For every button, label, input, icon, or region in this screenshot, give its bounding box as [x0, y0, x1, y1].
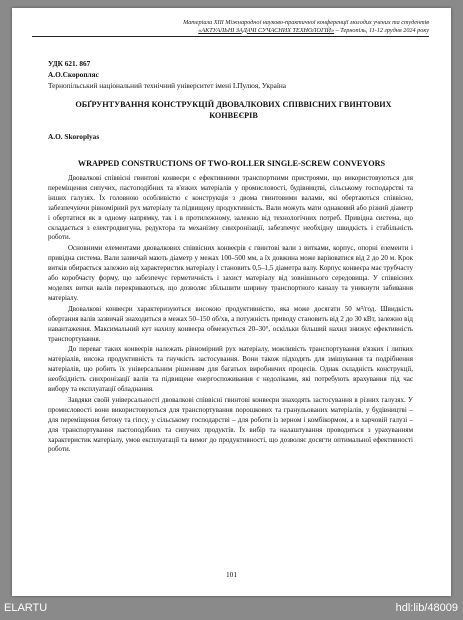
author-en: A.O. Skoroplyas — [48, 132, 100, 141]
paragraph: Двовалкові конвеєри характеризуються високою продуктивністю, яка може досягати 50 м³/год. Швидкість обертання валів зазвичай знаходиться в межах 50–150 об/хв, а потужність приводу становить від 2 до 30 кВт, залежно від навантаження. Максимальний кут нахилу конвеєра обмежується 20–30°, оскільки більший нахил знижує ефективність транспортування. — [48, 304, 413, 343]
paragraph: Двовалкові співвісні гвинтові конвеєри є ефективними транспортними пристроями, що використовуються для переміщення сипучих, пастоподібних та в'язких матеріалів у промисловості, будівництві, сільському господарстві та інших галузях. Їх головною особливістю є конструкція з двома гвинтовими валами, які обертаються співвісно, забезпечуючи рівномірний рух матеріалу та підвищену продуктивність. Вали можуть мати однаковий або різний діаметр і обертатися як в одному напрямку, так і в протилежному, залежно від технологічних потреб. Привідна система, що складається з електродвигуна, редуктора та механізму синхронізації, забезпечує необхідну швидкість і стабільність роботи. — [48, 174, 413, 242]
conference-header — [32, 19, 429, 37]
document-page — [12, 8, 451, 596]
udc-code: УДК 621. 867 — [48, 59, 91, 68]
conference-line-2 — [32, 27, 429, 35]
affiliation: Тернопільський національний технічний університет імені І.Пулюя, Україна — [48, 81, 286, 90]
paragraph: До переваг таких конвеєрів належать рівномірний рух матеріалу, можливість транспортування в'язких і липких матеріалів, висока продуктивність та гнучкість застосування. Вони також підходять для змішування та подрібнення матеріалів, що робить їх універсальним рішенням для багатьох виробничих процесів. Однак складність конструкції, необхідність синхронізації валів та підвищене енергоспоживання є недоліками, які потребують врахування під час вибору та експлуатації обладнання. — [48, 345, 413, 394]
article-body — [48, 174, 413, 456]
viewer-footer — [0, 598, 463, 620]
paragraph: Основними елементами двовалкових співвісних конвеєрів є гвинтові вали з витками, корпус, опорні елементи і привідна система. Вали зазвичай мають діаметр у межах 100–500 мм, а їх довжина може варіюватися від 2 до 20 м. Крок витків обирається залежно від характеристик матеріалу і становить 0,5–1,5 діаметра валу. Корпус конвеєра має трубчасту або коробчасту форму, що забезпечує герметичність і захист матеріалу від зовнішнього середовища. У співвісних моделях витки валів перекриваються, що дозволяє збільшити ширину транспортного каналу та уникнути забивання матеріалу. — [48, 244, 413, 302]
paragraph: Завдяки своїй універсальності двовалкові співвісні гвинтові конвеєри знаходять застосування в різних галузях. У промисловості вони використовуються для транспортування порошкових та гранульованих матеріалів, у будівництві – для переміщення бетону та гіпсу, у сільському господарстві – для роботи із зерном і комбікормом, а в харчовій галузі – для транспортування пастоподібних та сипучих продуктів. Їх вибір та налаштування проводиться з урахуванням характеристик матеріалу, умов експлуатації та вимог до продуктивності, що дозволяє досягти оптимальної ефективності роботи. — [48, 395, 413, 454]
conference-line-1: Матеріали XIII Міжнародної науково-практичної конференції молодих учених та студентів — [183, 19, 429, 26]
page-number: 101 — [226, 570, 237, 579]
article-title-ua: ОБҐРУНТУВАННЯ КОНСТРУКЦІЙ ДВОВАЛКОВИХ СПІВВІСНИХ ГВИНТОВИХ КОНВЕЄРІВ — [75, 100, 392, 120]
article-title-en: WRAPPED CONSTRUCTIONS OF TWO-ROLLER SINGLE-SCREW CONVEYORS — [77, 159, 386, 168]
conference-location-date: – Тернопіль, 11-12 грудня 2024 року — [334, 26, 429, 34]
author-ua: А.О.Скоропляс — [48, 70, 99, 79]
article-meta — [48, 58, 429, 91]
conference-title: «АКТУАЛЬНІ ЗАДАЧІ СУЧАСНИХ ТЕХНОЛОГІЙ» — [198, 26, 335, 34]
repository-label[interactable]: ELARTU — [4, 602, 48, 614]
handle-link[interactable]: hdl:lib/48009 — [395, 602, 458, 614]
